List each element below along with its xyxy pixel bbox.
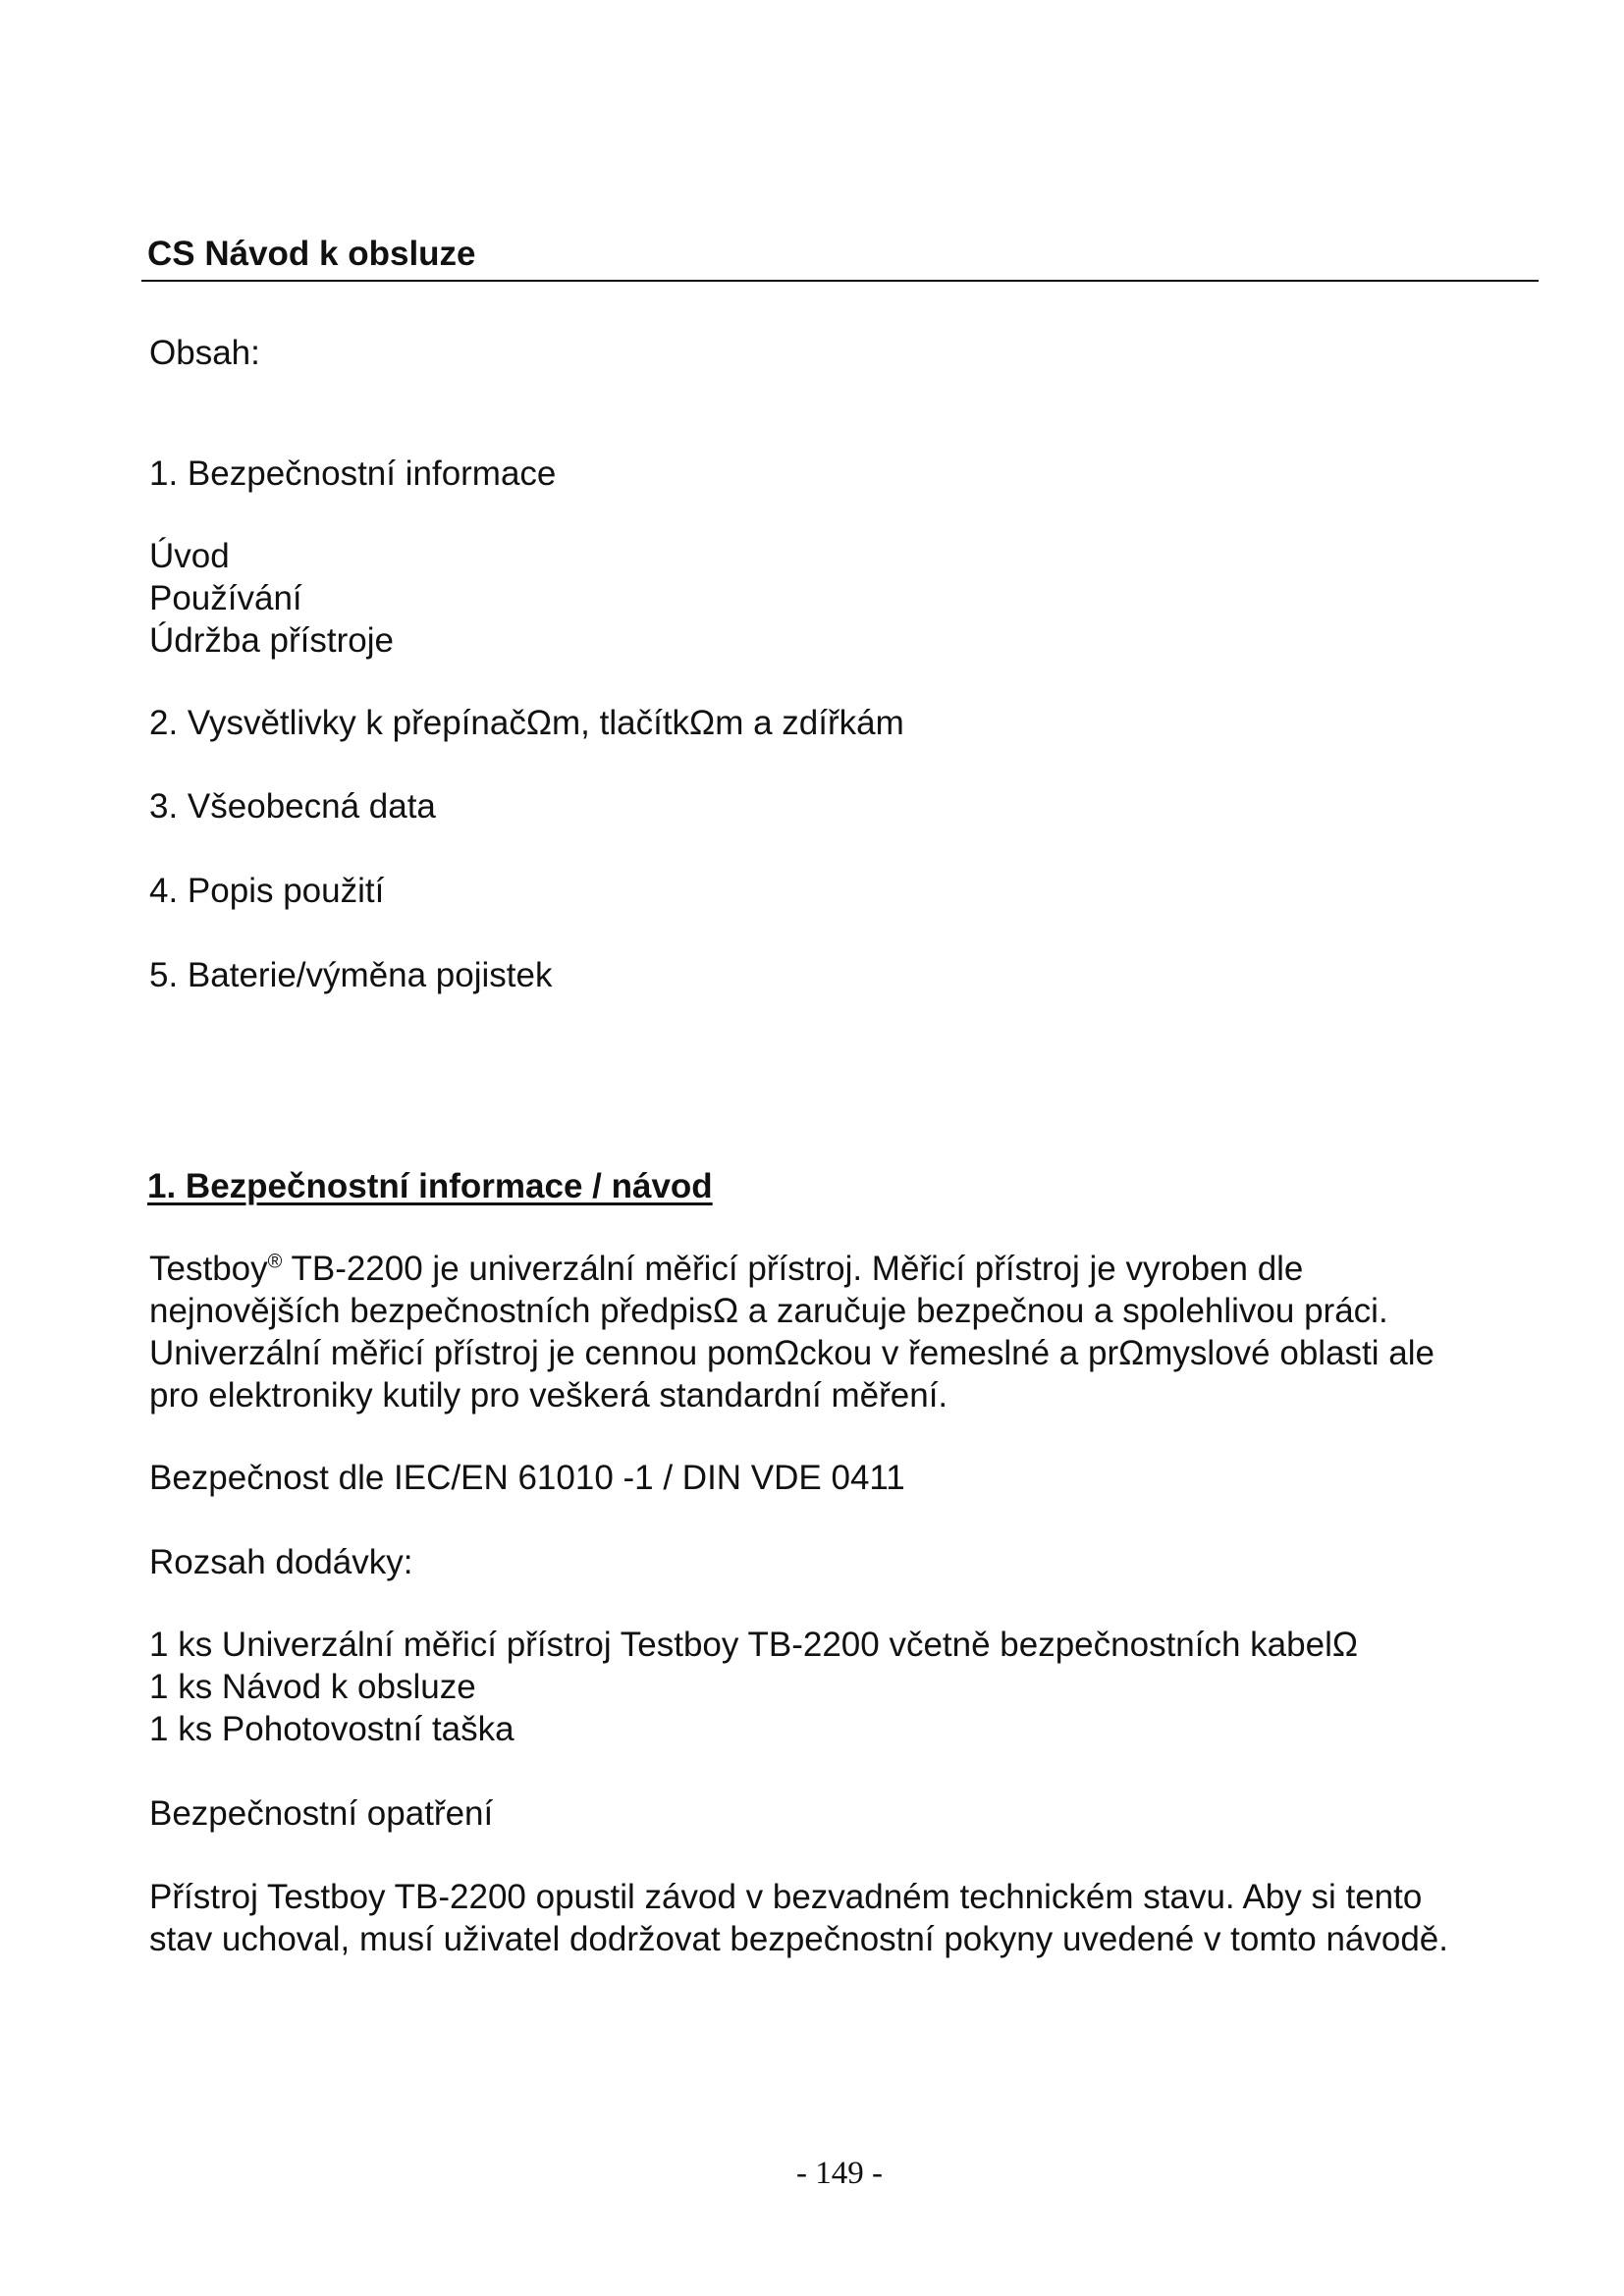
intro-paragraph-line-2: nejnovějších bezpečnostních předpisΩ a zaručuje bezpečnou a spolehlivou práci. [149,1292,1388,1330]
intro-paragraph-line-3: Univerzální měřicí přístroj je cennou pomΩckou v řemeslné a prΩmyslové oblasti ale [149,1334,1435,1372]
header-divider [141,280,1539,282]
toc-subitem-intro: Úvod [149,537,230,575]
section-heading: 1. Bezpečnostní informace / návod [147,1167,713,1205]
brand-name: Testboy [149,1250,268,1288]
delivery-item: 1 ks Pohotovostní taška [149,1710,514,1748]
registered-mark: ® [267,1251,283,1273]
toc-item-3: 3. Všeobecná data [149,787,436,826]
toc-item-5: 5. Baterie/výměna pojistek [149,956,553,994]
precautions-label: Bezpečnostní opatření [149,1794,494,1833]
precautions-paragraph-line-1: Přístroj Testboy TB-2200 opustil závod v bezvadném technickém stavu. Aby si tento [149,1878,1423,1916]
toc-item-4: 4. Popis použití [149,872,385,910]
delivery-item: 1 ks Univerzální měřicí přístroj Testboy TB-2200 včetně bezpečnostních kabelΩ [149,1626,1359,1664]
toc-label: Obsah: [149,334,260,372]
intro-paragraph-line-1 [149,1249,1303,1290]
delivery-label: Rozsah dodávky: [149,1543,413,1581]
toc-item-1: 1. Bezpečnostní informace [149,454,557,493]
toc-subitem-maintenance: Údržba přístroje [149,621,394,660]
toc-item-2: 2. Vysvětlivky k přepínačΩm, tlačítkΩm a zdířkám [149,704,904,742]
safety-standard: Bezpečnost dle IEC/EN 61010 -1 / DIN VDE 0411 [149,1459,905,1497]
page-number: - 149 - [796,2156,883,2191]
precautions-paragraph-line-2: stav uchoval, musí uživatel dodržovat bezpečnostní pokyny uvedené v tomto návodě. [149,1920,1448,1958]
document-title: CS Návod k obsluze [147,235,476,273]
delivery-item: 1 ks Návod k obsluze [149,1668,476,1706]
toc-subitem-usage: Používání [149,579,302,617]
intro-line-1-text: TB-2200 je univerzální měřicí přístroj. Měřicí přístroj je vyroben dle [282,1250,1304,1288]
intro-paragraph-line-4: pro elektroniky kutily pro veškerá standardní měření. [149,1376,948,1415]
